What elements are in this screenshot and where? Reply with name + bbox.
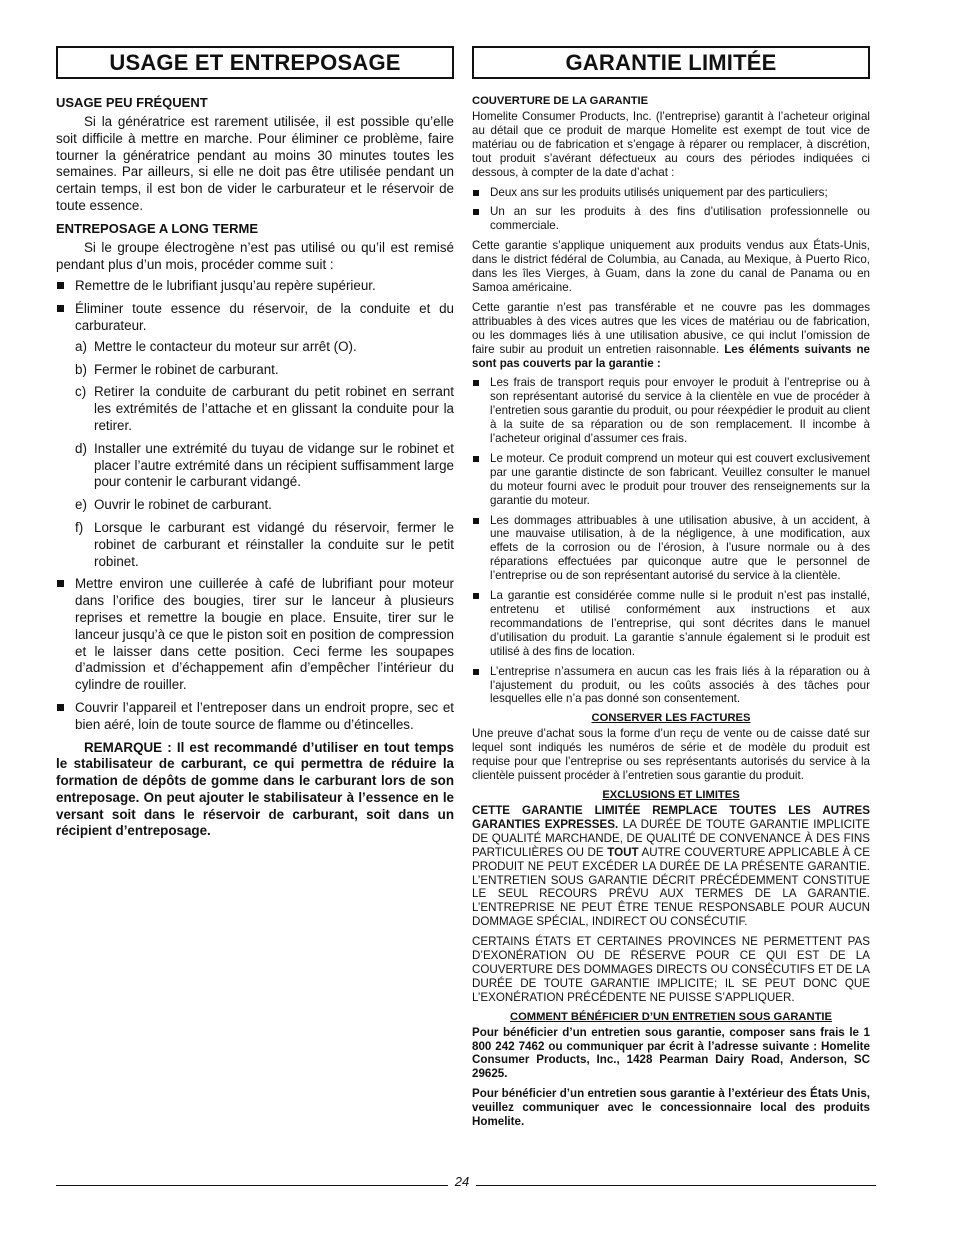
coverage-list <box>472 186 870 234</box>
list-item: L’entreprise n’assumera en aucun cas les frais liés à la réparation ou à l’ajustement du produit, ou les coûts associés à des tâches pour lesquelles elle n’a pas donné son consentement. <box>472 665 870 707</box>
list-item: Un an sur les produits à des fins d’utilisation professionnelle ou commerciale. <box>472 205 870 233</box>
item-text: Mettre le contacteur du moteur sur arrêt (O). <box>94 338 357 354</box>
item-text: Installer une extrémité du tuyau de vidange sur le robinet et placer l’autre extrémité dans un récipient suffisamment large pour contenir le carburant vidangé. <box>94 440 454 490</box>
list-item-text: Éliminer toute essence du réservoir, de la conduite et du carburateur. <box>75 301 454 333</box>
item-text: Lorsque le carburant est vidangé du réservoir, fermer le robinet de carburant et réinstaller la conduite sur le petit robinet. <box>94 519 454 569</box>
transfer-bold-text: Les éléments suivants ne sont pas couverts par la garantie : <box>472 342 870 370</box>
list-item: La garantie est considérée comme nulle si le produit n’est pas installé, entretenu et utilisé conformément aux instructions et aux recommandations de l’entreprise, qui sont décrites dans le manuel d’utilisation du produit. La garantie s’annule également si le produit est utilisé à des fins de location. <box>472 589 870 659</box>
coverage-heading: COUVERTURE DE LA GARANTIE <box>472 95 649 107</box>
section-heading: USAGE PEU FRÉQUENT <box>56 95 208 110</box>
sub-list-item <box>75 441 454 491</box>
left-column <box>56 46 454 846</box>
limits-text-end: AUTRE COUVERTURE APPLICABLE À CE PRODUIT NE PEUT EXCÉDER LA DURÉE DE LA PRÉSENTE GARANTIE. L’ENTRETIEN SOUS GARANTIE DÉCRIT PRÉCÉDEMMENT CONSTITUE LE SEUL RECOURS PRÉVU AUX TERMES DE LA GARANTIE. L’ENTREPRISE NE PEUT ÊTRE TENUE RESPONSABLE POUR AUCUN DOMMAGE SPÉCIAL, INDIRECT OU CONSÉCUTIF. <box>472 845 870 929</box>
list-item: Le moteur. Ce produit comprend un moteur qui est couvert exclusivement par une garantie distincte de son fabricant. Veuillez consulter le manuel du moteur fourni avec le produit pour trouver des renseignements sur la garantie du moteur. <box>472 452 870 508</box>
service-heading: COMMENT BÉNÉFICIER D’UN ENTRETIEN SOUS GARANTIE <box>510 1010 832 1023</box>
paragraph: Si la génératrice est rarement utilisée, il est possible qu’elle soit difficile à mettre en marche. Pour éliminer ce problème, faire tourner la génératrice pendant au moins 30 minutes toutes les semaines. Par ailleurs, si elle ne doit pas être utilisée pendant un certain temps, il est bon de vider le carburateur et le réservoir de toute essence. <box>56 114 454 213</box>
service-paragraph-2: Pour bénéficier d’un entretien sous garantie à l’extérieur des États Unis, veuillez communiquer avec le concessionnaire local des produits Homelite. <box>472 1087 870 1129</box>
page-number: 24 <box>448 1174 476 1189</box>
list-item: Les frais de transport requis pour envoyer le produit à l’entreprise ou à son représentant autorisé du service à la clientèle en vue de procéder à l’entretien sous garantie du produit, ou pour réexpédier le produit au client à la suite de sa réparation ou de son remplacement. Il incombe à l’acheteur original d’assumer ces frais. <box>472 376 870 446</box>
section-infrequent-use <box>56 95 454 215</box>
service-paragraph: Pour bénéficier d’un entretien sous garantie, composer sans frais le 1 800 242 7462 ou communiquer par écrit à l’adresse suivante : Homelite Consumer Products, Inc., 1428 Pearman Dairy Road, Anderson, SC 29625. <box>472 1025 870 1081</box>
sub-list-item <box>75 384 454 434</box>
sub-list <box>75 339 454 571</box>
item-letter: b) <box>75 361 87 377</box>
paragraph: Si le groupe électrogène n’est pas utilisé ou qu’il est remisé pendant plus d’un mois, procéder comme suit : <box>56 239 454 272</box>
receipts-paragraph: Une preuve d’achat sous la forme d’un reçu de vente ou de caisse daté sur lequel sont indiqués les numéros de série et de modèle du produit est requise pour que l’entreprise ou ses représentants autorisés du service à la clientèle puissent procéder à l’entretien sous garantie du produit. <box>472 727 870 783</box>
coverage-paragraph: Homelite Consumer Products, Inc. (l’entreprise) garantit à l’acheteur original au détail que ce produit de marque Homelite est exempt de tout vice de matériau ou de fabrication et s’engage à réparer ou remplacer, à discrétion, tout produit s’avérant défectueux au cours des périodes indiquées ci dessous, à compter de la date d’achat : <box>472 110 870 179</box>
warranty-title: GARANTIE LIMITÉE <box>472 46 870 79</box>
transfer-paragraph <box>472 301 870 371</box>
list-item: Remettre de le lubrifiant jusqu’au repère supérieur. <box>56 278 454 295</box>
sub-list-item <box>75 362 454 379</box>
item-letter: e) <box>75 497 87 513</box>
note-paragraph: REMARQUE : Il est recommandé d’utiliser en tout temps le stabilisateur de carburant, ce qui permettra de réduire la formation de dépôts de gomme dans le carburant lors de son entreposage. On peut ajouter le stabilisateur à l’essence en le versant soit dans le réservoir de carburant, soit dans un récipient d’entreposage. <box>56 739 454 839</box>
section-heading: ENTREPOSAGE A LONG TERME <box>56 220 258 236</box>
bullet-list <box>56 278 454 733</box>
item-text: Fermer le robinet de carburant. <box>94 361 279 377</box>
item-letter: d) <box>75 440 87 456</box>
list-item: Couvrir l’appareil et l’entreposer dans un endroit propre, sec et bien aéré, loin de toute source de flamme ou d’étincelles. <box>56 700 454 734</box>
limits-paragraph <box>472 804 870 929</box>
sub-list-item <box>75 497 454 514</box>
item-letter: a) <box>75 338 87 354</box>
limits-tout-text: TOUT <box>607 845 639 859</box>
sub-list-item <box>75 339 454 356</box>
item-text: Retirer la conduite de carburant du petit robinet en serrant les extrémités de l’attache et en glissant la conduite pour la retirer. <box>94 384 454 433</box>
limits-text: LA DURÉE DE TOUTE GARANTIE IMPLICITE DE QUALITÉ MARCHANDE, DE QUALITÉ DE CONVENANCE À DES FINS PARTICULIÈRES OU DE <box>472 817 870 859</box>
limits-paragraph-2: CERTAINS ÉTATS ET CERTAINES PROVINCES NE PERMETTENT PAS D’EXONÉRATION OU DE RÉSERVE POUR CE QUI EST DE LA COUVERTURE DES DOMMAGES DIRECTS OU CONSÉCUTIFS ET DE LA DURÉE DE TOUTE GARANTIE IMPLICITE; IL SE PEUT DONC QUE L’EXONÉRATION PRÉCÉDENTE NE PUISSE S’APPLIQUER. <box>472 935 870 1004</box>
item-letter: c) <box>75 384 87 400</box>
item-text: Ouvrir le robinet de carburant. <box>94 497 272 513</box>
sub-list-item <box>75 520 454 570</box>
list-item: Deux ans sur les produits utilisés uniquement par des particuliers; <box>472 186 870 200</box>
limits-bold-text: CETTE GARANTIE LIMITÉE REMPLACE TOUTES LES AUTRES GARANTIES EXPRESSES. <box>472 803 870 831</box>
receipts-heading: CONSERVER LES FACTURES <box>591 712 751 725</box>
territory-paragraph: Cette garantie s’applique uniquement aux produits vendus aux États-Unis, dans le district fédéral de Columbia, au Canada, au Mexique, à Puerto Rico, dans les îles Vierges, à Guam, dans la zone du canal de Panama ou en Samoa américaine. <box>472 239 870 294</box>
usage-title: USAGE ET ENTREPOSAGE <box>56 46 454 79</box>
section-long-term-storage <box>56 221 454 841</box>
item-letter: f) <box>75 519 84 535</box>
right-column <box>472 46 870 1135</box>
list-item: Les dommages attribuables à une utilisation abusive, à un accident, à une mauvaise utilisation, à de la négligence, à une modification, aux effets de la corrosion ou de l’érosion, à l’usure normale ou à des réparations effectuées par quiconque autre que le personnel de l’entreprise ou de son représentant autorisé du service à la clientèle. <box>472 514 870 584</box>
limits-heading: EXCLUSIONS ET LIMITES <box>602 788 740 801</box>
exclusion-list <box>472 376 870 706</box>
list-item: Mettre environ une cuillerée à café de lubrifiant pour moteur dans l’orifice des bougies, tirer sur le lanceur à plusieurs reprises et remettre la bougie en place. Ensuite, tirer sur le lanceur jusqu’à ce que le piston soit en position de compression et le laisser dans cette position. Ceci ferme les soupapes d’admission et d’échappement afin d’empêcher l’intérieur du cylindre de rouiller. <box>56 576 454 694</box>
list-item <box>56 301 454 570</box>
transfer-text: Cette garantie n’est pas transférable et ne couvre pas les dommages attribuables à des vices autres que les vices de matériau ou de fabrication, ou les dommages liés à une utilisation abusive, ce qui inclut l’omission de faire subir au produit un entretien raisonnable. <box>472 300 870 356</box>
